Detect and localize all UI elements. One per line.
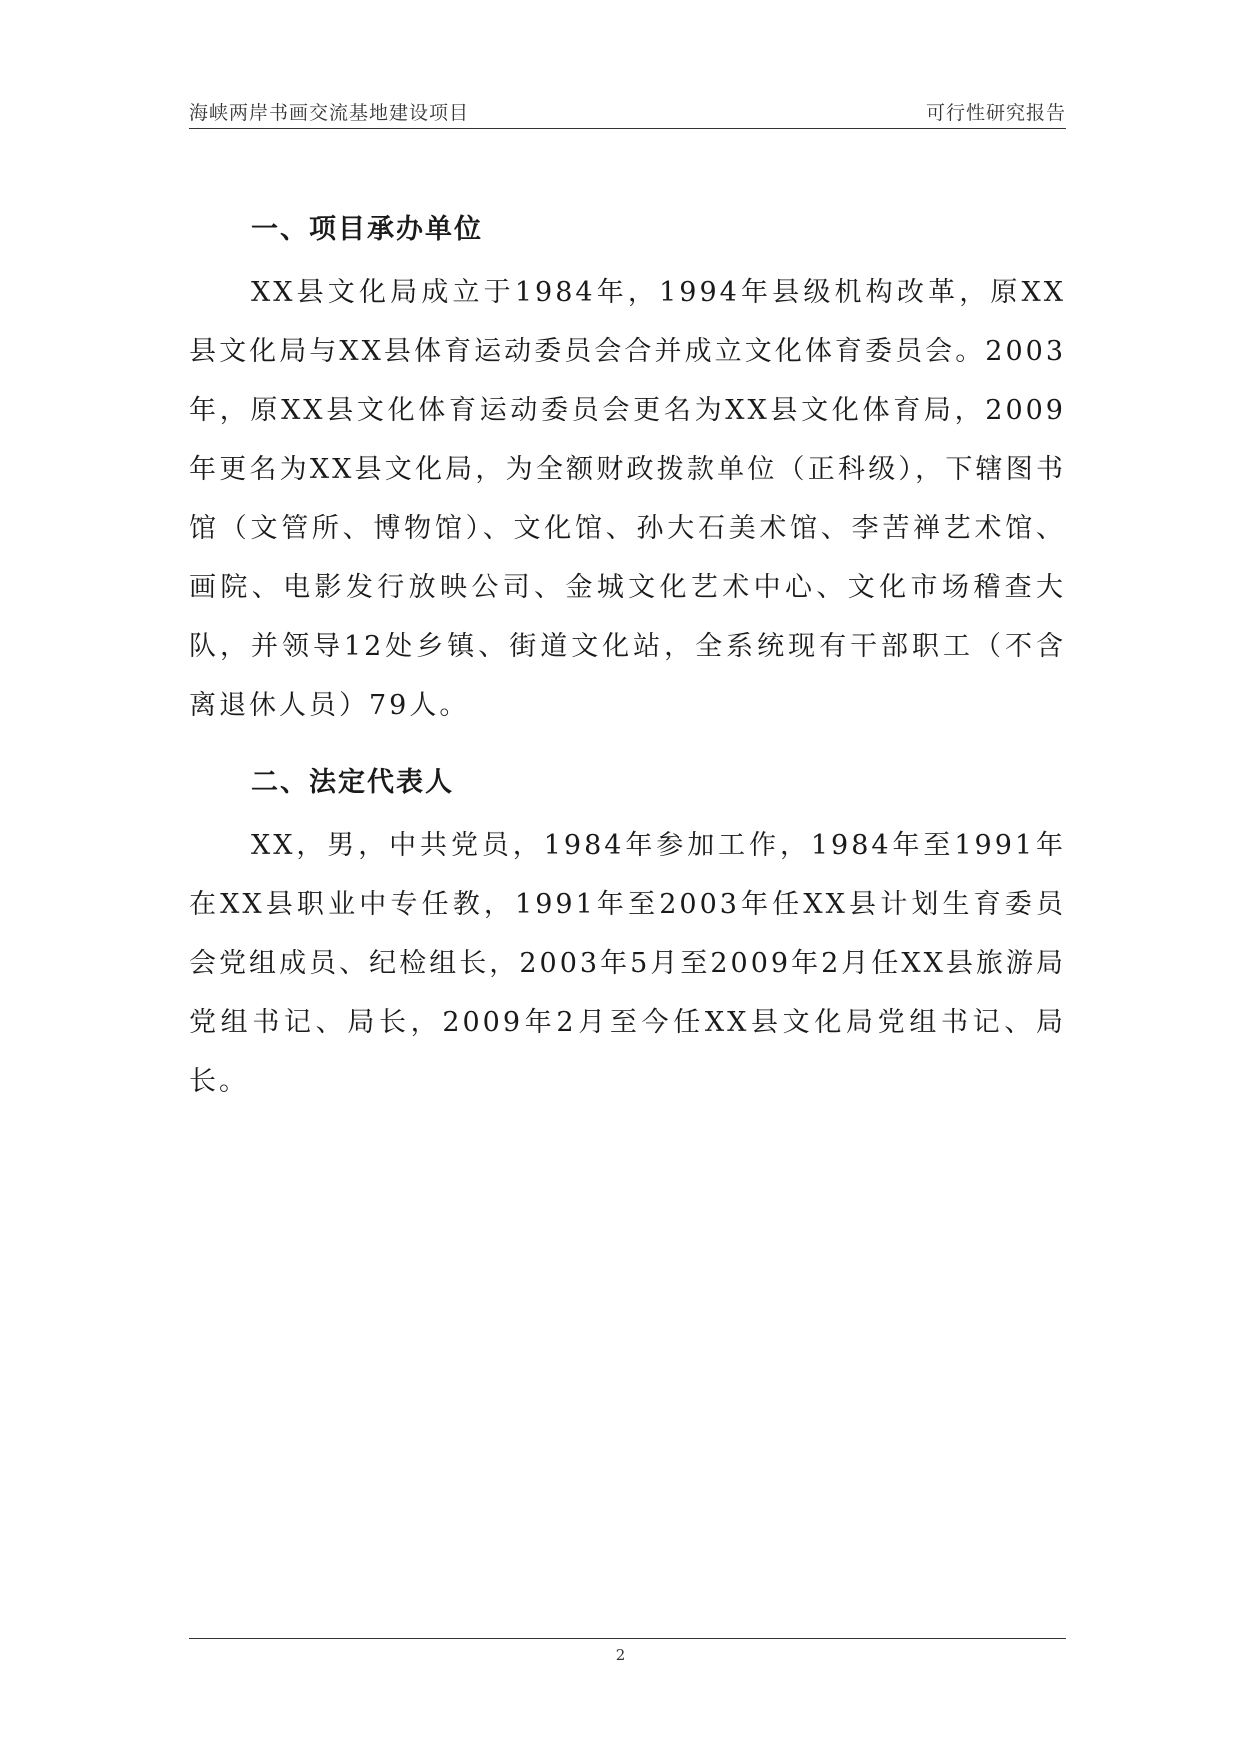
- page-body: [189, 200, 1066, 1111]
- section-paragraph-legal-representative: XX，男，中共党员，1984年参加工作，1984年至1991年在XX县职业中专任教，1991年至2003年任XX县计划生育委员会党组成员、纪检组长，2003年5月至2009年2月任XX县旅游局党组书记、局长，2009年2月至今任XX县文化局党组书记、局长。: [189, 830, 1066, 1097]
- section-heading-legal-representative: 二、法定代表人: [251, 767, 454, 798]
- section-paragraph-undertaking-unit: XX县文化局成立于1984年，1994年县级机构改革，原XX县文化局与XX县体育运动委员会合并成立文化体育委员会。2003年，原XX县文化体育运动委员会更名为XX县文化体育局，2009年更名为XX县文化局，为全额财政拨款单位（正科级），下辖图书馆（文管所、博物馆）、文化馆、孙大石美术馆、李苦禅艺术馆、画院、电影发行放映公司、金城文化艺术中心、文化市场稽查大队，并领导12处乡镇、街道文化站，全系统现有干部职工（不含离退休人员）79人。: [189, 277, 1066, 721]
- page-header: [189, 96, 1066, 130]
- footer-divider: [189, 1638, 1066, 1639]
- header-divider: [189, 128, 1066, 129]
- section-heading-undertaking-unit: 一、项目承办单位: [251, 214, 483, 245]
- header-report-type: 可行性研究报告: [925, 102, 1066, 124]
- page-number: 2: [615, 1646, 626, 1664]
- header-project-title: 海峡两岸书画交流基地建设项目: [189, 102, 470, 124]
